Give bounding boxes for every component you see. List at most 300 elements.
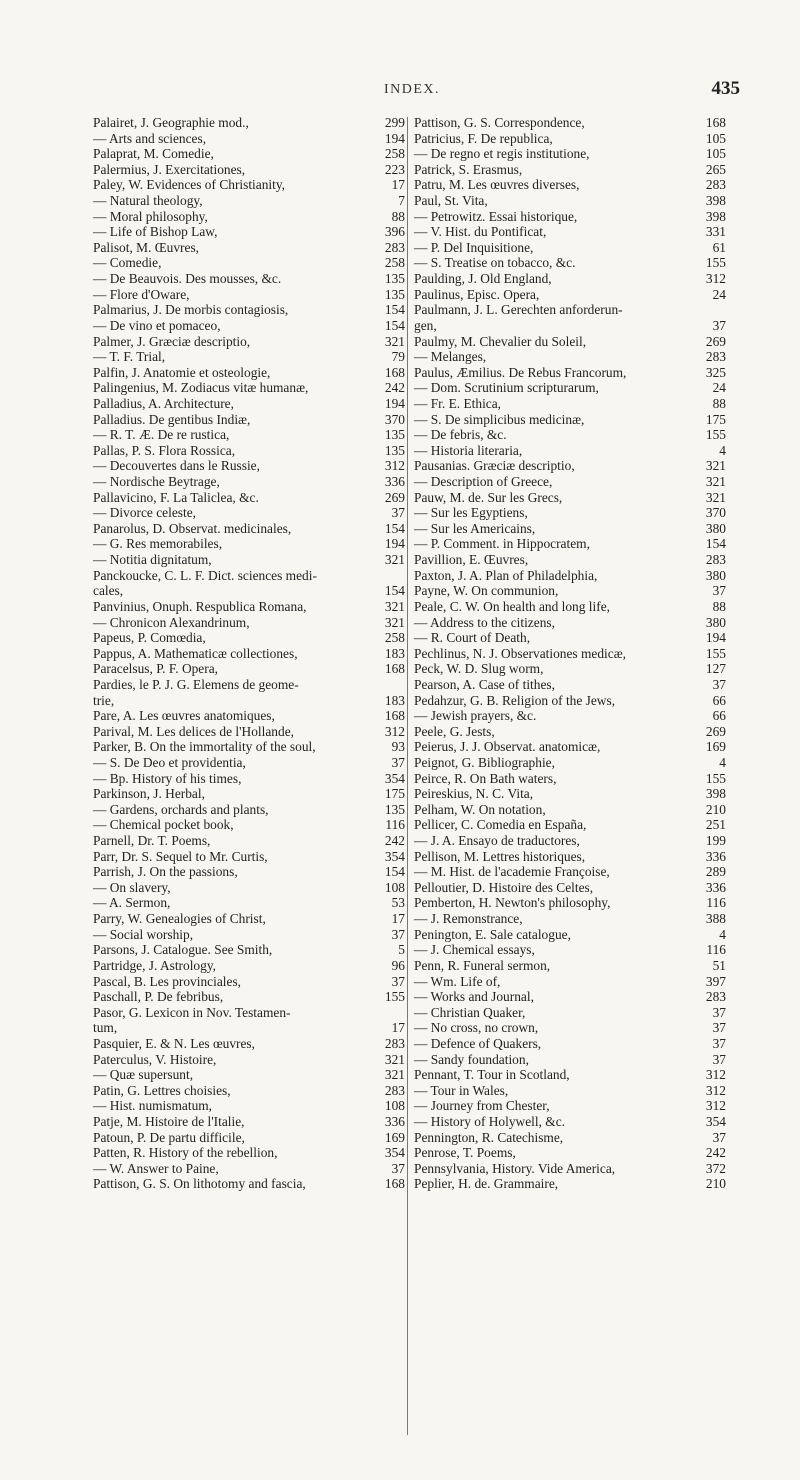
index-entry [93,240,405,256]
entry-text: Pattison, G. S. On lithotomy and fascia, [93,1176,306,1192]
entry-page-ref: 251 [705,817,726,833]
entry-page-ref: 372 [705,1160,726,1176]
entry-text: — Works and Journal, [414,989,534,1005]
index-entry [93,661,405,677]
entry-page-ref: 108 [384,1098,405,1114]
entry-page-ref: 88 [712,395,726,411]
index-entry [93,724,405,740]
entry-page-ref: 155 [705,255,726,271]
index-entry [414,1176,726,1192]
entry-page-ref: 116 [385,817,405,833]
entry-page-ref: 116 [706,942,726,958]
entry-page-ref: 135 [384,271,405,287]
entry-text: Palaprat, M. Comedie, [93,146,214,162]
entry-page-ref: 135 [384,442,405,458]
entry-page-ref: 37 [712,1035,726,1051]
entry-page-ref: 210 [705,1176,726,1192]
entry-text: Parsons, J. Catalogue. See Smith, [93,942,273,958]
entry-page-ref: 312 [384,723,405,739]
index-entry [93,1176,405,1192]
entry-page-ref: 155 [384,989,405,1005]
index-entry [93,849,405,865]
index-entry [414,536,726,552]
index-entry [414,255,726,271]
index-entry [93,958,405,974]
entry-page-ref: 258 [384,255,405,271]
page-header [0,78,800,108]
index-entry [414,583,726,599]
entry-text: — Petrowitz. Essai historique, [414,208,578,224]
entry-text: Patin, G. Lettres choisies, [93,1082,231,1098]
index-entry [414,131,726,147]
entry-text: — S. De Deo et providentia, [93,754,246,770]
entry-text: — De regno et regis institutione, [414,146,590,162]
entry-text: — S. De simplicibus medicinæ, [414,411,585,427]
index-entry [414,193,726,209]
entry-page-ref: 37 [391,1160,405,1176]
entry-text: — Address to the citizens, [414,614,555,630]
index-entry [93,895,405,911]
index-entry [414,771,726,787]
index-entry [93,287,405,303]
entry-page-ref: 88 [712,598,726,614]
entry-page-ref: 37 [391,973,405,989]
entry-text: Papeus, P. Comœdia, [93,630,206,646]
index-entry [414,552,726,568]
entry-text: Parnell, Dr. T. Poems, [93,833,211,849]
entry-page-ref: 242 [384,380,405,396]
index-entry [93,755,405,771]
index-entry [93,349,405,365]
entry-text: Paschall, P. De febribus, [93,989,224,1005]
index-entry [414,380,726,396]
index-entry [414,755,726,771]
index-entry [93,599,405,615]
entry-page-ref: 242 [384,833,405,849]
index-entry [93,255,405,271]
entry-text: — M. Hist. de l'academie Françoise, [414,864,610,880]
index-entry [414,412,726,428]
index-entry [414,349,726,365]
index-entry [414,958,726,974]
index-entry [93,146,405,162]
entry-text: Paley, W. Evidences of Christianity, [93,177,286,193]
entry-page-ref: 154 [384,520,405,536]
index-entry [93,380,405,396]
entry-page-ref: 169 [384,1129,405,1145]
index-entry [414,1020,726,1036]
index-entry [414,739,726,755]
entry-text: trie, [93,692,115,708]
index-entry [93,1067,405,1083]
entry-page-ref: 283 [384,239,405,255]
index-entry [414,1067,726,1083]
entry-text: — Life of Bishop Law, [93,224,218,240]
index-entry [93,1005,405,1021]
entry-page-ref: 154 [384,864,405,880]
entry-page-ref: 105 [705,130,726,146]
entry-text: Patoun, P. De partu difficile, [93,1129,245,1145]
entry-text: — Chronicon Alexandrinum, [93,614,250,630]
entry-page-ref: 175 [384,786,405,802]
entry-text: — Sur les Egyptiens, [414,505,528,521]
index-entry [93,771,405,787]
index-entry [93,552,405,568]
entry-page-ref: 321 [384,598,405,614]
entry-text: Paulding, J. Old England, [414,271,552,287]
entry-page-ref: 4 [719,442,726,458]
index-entry [414,302,726,318]
entry-text: Parr, Dr. S. Sequel to Mr. Curtis, [93,848,268,864]
entry-text: Patten, R. History of the rebellion, [93,1145,278,1161]
entry-text: — Quæ supersunt, [93,1067,194,1083]
entry-page-ref: 168 [384,661,405,677]
entry-page-ref: 380 [705,567,726,583]
entry-text: Palladius, A. Architecture, [93,395,234,411]
entry-text: Palairet, J. Geographie mod., [93,115,249,130]
index-entry [93,224,405,240]
entry-text: Pascal, B. Les provinciales, [93,973,242,989]
index-entry [93,786,405,802]
index-column-right [414,115,726,1192]
entry-text: Palladius. De gentibus Indiæ, [93,411,251,427]
entry-text: Paulus, Æmilius. De Rebus Francorum, [414,364,627,380]
entry-text: Pardies, le P. J. G. Elemens de geome- [93,676,299,692]
entry-text: — History of Holywell, &c. [414,1114,565,1129]
index-entry [414,287,726,303]
entry-text: — Chemical pocket book, [93,817,234,833]
index-entry [93,131,405,147]
entry-page-ref: 154 [384,302,405,318]
index-entry [414,115,726,131]
entry-page-ref: 396 [384,224,405,240]
entry-text: Panarolus, D. Observat. medicinales, [93,520,292,536]
entry-page-ref: 7 [398,193,405,209]
entry-text: Palisot, M. Œuvres, [93,239,200,255]
entry-text: Peireskius, N. C. Vita, [414,786,534,802]
index-entry [414,661,726,677]
entry-text: Payne, W. On communion, [414,583,559,599]
entry-page-ref: 155 [705,427,726,443]
entry-text: — No cross, no crown, [414,1020,539,1036]
entry-page-ref: 169 [705,739,726,755]
entry-page-ref: 183 [384,692,405,708]
entry-text: Pallavicino, F. La Taliclea, &c. [93,489,259,505]
entry-text: — Fr. E. Ethica, [414,395,502,411]
entry-text: Penrose, T. Poems, [414,1145,516,1161]
entry-text: Palmer, J. Græciæ descriptio, [93,333,251,349]
entry-page-ref: 321 [705,458,726,474]
entry-text: Pasquier, E. & N. Les œuvres, [93,1035,255,1051]
index-entry [414,1145,726,1161]
index-entry [414,396,726,412]
entry-page-ref: 370 [384,411,405,427]
entry-page-ref: 321 [384,614,405,630]
index-entry [414,817,726,833]
entry-page-ref: 312 [705,1067,726,1083]
entry-page-ref: 168 [384,364,405,380]
entry-page-ref: 194 [705,630,726,646]
entry-page-ref: 331 [705,224,726,240]
entry-text: — Nordische Beytrage, [93,474,220,490]
index-entry [93,1098,405,1114]
entry-page-ref: 4 [719,926,726,942]
entry-page-ref: 127 [705,661,726,677]
entry-text: — Arts and sciences, [93,130,207,146]
entry-page-ref: 79 [391,349,405,365]
entry-text: Palfin, J. Anatomie et osteologie, [93,364,271,380]
entry-page-ref: 312 [705,271,726,287]
entry-page-ref: 321 [705,474,726,490]
entry-page-ref: 269 [384,489,405,505]
entry-text: — De febris, &c. [414,427,507,443]
entry-text: Pemberton, H. Newton's philosophy, [414,895,611,911]
entry-text: Pasor, G. Lexicon in Nov. Testamen- [93,1004,291,1020]
entry-text: — Tour in Wales, [414,1082,509,1098]
entry-text: Paxton, J. A. Plan of Philadelphia, [414,567,598,583]
entry-text: Palermius, J. Exercitationes, [93,161,246,177]
entry-page-ref: 37 [712,1051,726,1067]
index-entry [414,849,726,865]
entry-text: gen, [414,317,437,333]
index-entry [414,490,726,506]
entry-page-ref: 194 [384,395,405,411]
entry-text: Pellicer, C. Comedia en España, [414,817,587,833]
entry-text: Pauw, M. de. Sur les Grecs, [414,489,563,505]
entry-page-ref: 388 [705,911,726,927]
index-entry [93,412,405,428]
index-entry [93,427,405,443]
entry-page-ref: 321 [384,1067,405,1083]
entry-text: Peirce, R. On Bath waters, [414,770,557,786]
entry-page-ref: 24 [712,380,726,396]
entry-page-ref: 88 [391,208,405,224]
entry-page-ref: 5 [398,942,405,958]
index-entry [414,864,726,880]
entry-text: — Gardens, orchards and plants, [93,801,269,817]
entry-text: Peale, C. W. On health and long life, [414,598,610,614]
entry-text: Pedahzur, G. B. Religion of the Jews, [414,692,616,708]
index-column-left [93,115,405,1192]
entry-page-ref: 289 [705,864,726,880]
entry-text: — Divorce celeste, [93,505,196,521]
entry-page-ref: 325 [705,364,726,380]
entry-text: Pennant, T. Tour in Scotland, [414,1067,570,1083]
index-entry [414,177,726,193]
entry-page-ref: 312 [705,1098,726,1114]
index-entry [414,802,726,818]
index-entry [93,1020,405,1036]
entry-page-ref: 175 [705,411,726,427]
entry-page-ref: 283 [384,1082,405,1098]
index-entry [93,1036,405,1052]
entry-page-ref: 154 [705,536,726,552]
index-entry [93,1161,405,1177]
index-entry [93,1083,405,1099]
entry-text: Panckoucke, C. L. F. Dict. sciences medi- [93,567,317,583]
index-entry [414,833,726,849]
entry-text: — Dom. Scrutinium scripturarum, [414,380,599,396]
entry-text: — De vino et pomaceo, [93,317,221,333]
index-entry [93,864,405,880]
index-entry [93,365,405,381]
entry-page-ref: 17 [391,911,405,927]
entry-text: Pennington, R. Catechisme, [414,1129,564,1145]
entry-page-ref: 199 [705,833,726,849]
entry-text: — Description of Greece, [414,474,553,490]
entry-page-ref: 37 [712,676,726,692]
index-entry [93,474,405,490]
entry-page-ref: 53 [391,895,405,911]
entry-page-ref: 336 [384,1114,405,1129]
index-entry [414,365,726,381]
index-entry [93,193,405,209]
entry-page-ref: 398 [705,193,726,209]
entry-text: Pattison, G. S. Correspondence, [414,115,585,130]
entry-page-ref: 321 [384,333,405,349]
index-entry [93,396,405,412]
entry-page-ref: 283 [705,552,726,568]
entry-text: Penn, R. Funeral sermon, [414,957,551,973]
entry-page-ref: 398 [705,208,726,224]
index-entry [414,974,726,990]
entry-text: — Social worship, [93,926,194,942]
index-entry [414,693,726,709]
entry-page-ref: 183 [384,645,405,661]
entry-page-ref: 37 [712,583,726,599]
entry-page-ref: 155 [705,770,726,786]
entry-text: Pelloutier, D. Histoire des Celtes, [414,879,594,895]
entry-page-ref: 223 [384,161,405,177]
entry-page-ref: 299 [384,115,405,130]
index-entry [93,880,405,896]
entry-page-ref: 61 [712,239,726,255]
index-entry [93,974,405,990]
entry-page-ref: 194 [384,130,405,146]
entry-page-ref: 51 [712,957,726,973]
entry-page-ref: 37 [391,505,405,521]
entry-text: Pavillion, E. Œuvres, [414,552,529,568]
index-entry [414,1161,726,1177]
index-entry [414,1098,726,1114]
entry-page-ref: 168 [705,115,726,130]
entry-text: tum, [93,1020,118,1036]
entry-text: Paul, St. Vita, [414,193,488,209]
entry-text: — P. Del Inquisitione, [414,239,534,255]
index-entry [93,1114,405,1130]
entry-text: Peignot, G. Bibliographie, [414,754,555,770]
entry-page-ref: 354 [384,848,405,864]
entry-page-ref: 96 [391,957,405,973]
index-entry [93,521,405,537]
entry-page-ref: 269 [705,723,726,739]
index-entry [414,209,726,225]
entry-page-ref: 269 [705,333,726,349]
entry-text: Palingenius, M. Zodiacus vitæ humanæ, [93,380,309,396]
entry-page-ref: 242 [705,1145,726,1161]
entry-text: — Historia literaria, [414,442,523,458]
entry-text: — T. F. Trial, [93,349,166,365]
entry-text: Paulinus, Episc. Opera, [414,286,540,302]
entry-text: — Journey from Chester, [414,1098,550,1114]
entry-text: — J. A. Ensayo de traductores, [414,833,580,849]
entry-text: — Flore d'Oware, [93,286,190,302]
index-entry [93,490,405,506]
index-entry [414,1083,726,1099]
index-entry [93,989,405,1005]
index-entry [93,302,405,318]
entry-page-ref: 354 [705,1114,726,1129]
entry-text: Peierus, J. J. Observat. anatomicæ, [414,739,601,755]
entry-page-ref: 66 [712,708,726,724]
entry-page-ref: 321 [384,1051,405,1067]
entry-text: — Melanges, [414,349,487,365]
entry-text: — Wm. Life of, [414,973,501,989]
index-entry [93,1130,405,1146]
index-entry [414,1114,726,1130]
entry-text: — Hist. numismatum, [93,1098,213,1114]
index-entry [414,786,726,802]
index-entry [93,630,405,646]
index-entry [414,630,726,646]
entry-page-ref: 93 [391,739,405,755]
entry-text: Pare, A. Les œuvres anatomiques, [93,708,275,724]
entry-text: Pechlinus, N. J. Observationes medicæ, [414,645,626,661]
entry-text: — On slavery, [93,879,171,895]
entry-text: Paterculus, V. Histoire, [93,1051,217,1067]
index-entry [414,334,726,350]
index-entry [414,162,726,178]
entry-text: — J. Remonstrance, [414,911,523,927]
index-entry [414,646,726,662]
index-entry [414,1036,726,1052]
entry-text: Partridge, J. Astrology, [93,957,216,973]
entry-page-ref: 312 [384,458,405,474]
entry-page-ref: 154 [384,317,405,333]
index-entry [414,911,726,927]
entry-text: — De Beauvois. Des mousses, &c. [93,271,282,287]
index-entry [93,318,405,334]
entry-page-ref: 108 [384,879,405,895]
index-entry [414,458,726,474]
entry-text: Pennsylvania, History. Vide America, [414,1160,616,1176]
entry-text: — Jewish prayers, &c. [414,708,537,724]
index-entry [414,677,726,693]
entry-page-ref: 194 [384,536,405,552]
index-entry [414,1052,726,1068]
index-entry [93,677,405,693]
index-entry [93,927,405,943]
index-entry [93,115,405,131]
index-entry [93,911,405,927]
entry-page-ref: 354 [384,1145,405,1161]
entry-page-ref: 210 [705,801,726,817]
entry-page-ref: 37 [712,1004,726,1020]
index-entry [414,880,726,896]
entry-page-ref: 283 [705,989,726,1005]
entry-text: — P. Comment. in Hippocratem, [414,536,590,552]
entry-text: Paracelsus, P. F. Opera, [93,661,218,677]
index-entry [93,802,405,818]
index-entry [93,505,405,521]
index-entry [414,146,726,162]
index-entry [414,240,726,256]
index-entry [93,536,405,552]
entry-page-ref: 336 [705,879,726,895]
entry-page-ref: 321 [384,552,405,568]
entry-page-ref: 116 [706,895,726,911]
index-entry [93,615,405,631]
